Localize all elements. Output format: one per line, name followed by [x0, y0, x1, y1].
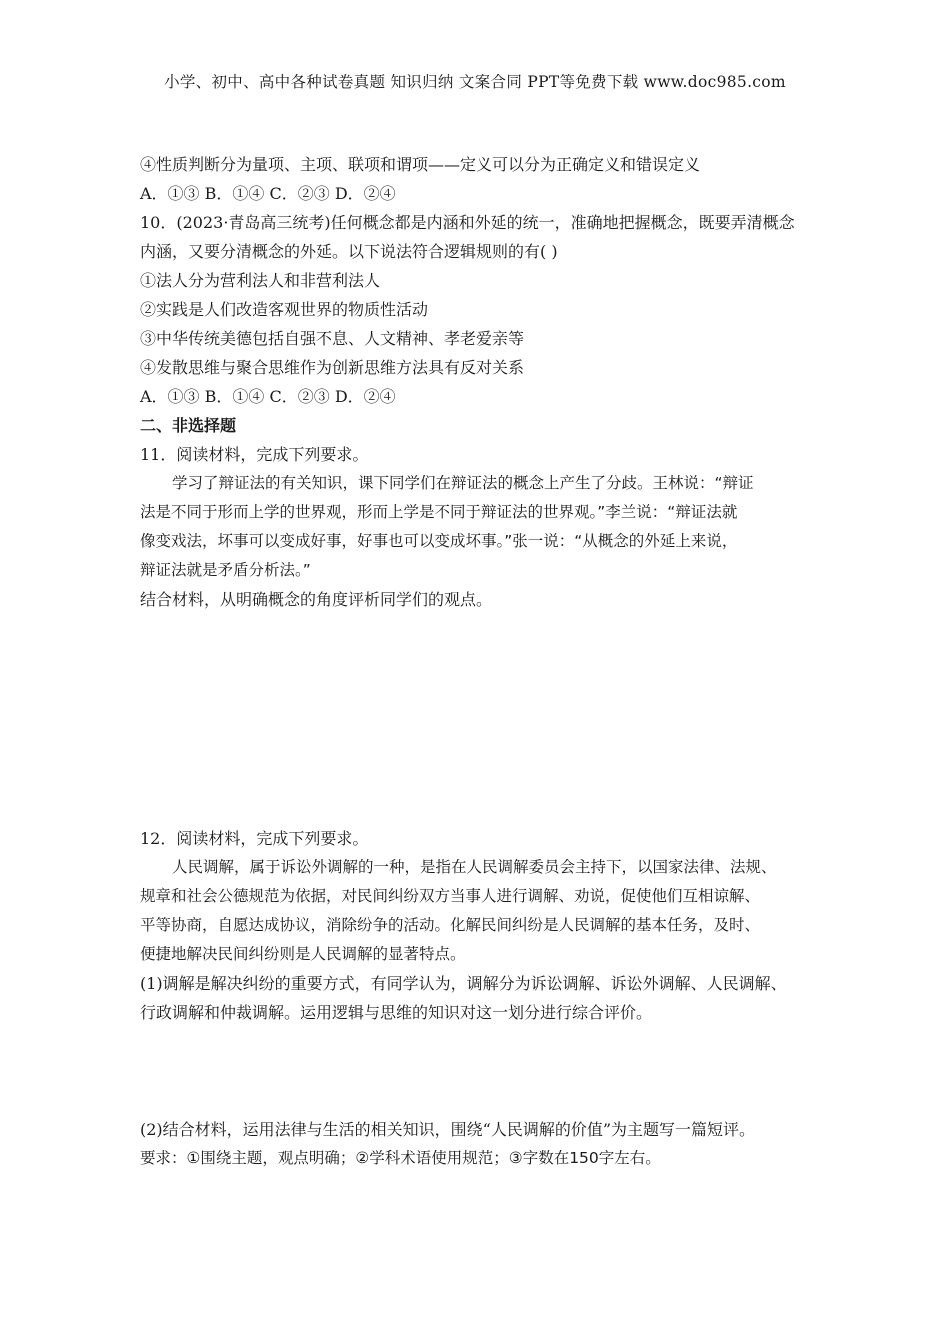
answer-space-q11 — [140, 614, 830, 824]
question-10 — [140, 208, 830, 411]
page-header — [0, 70, 950, 92]
q12-sub2-line-1: (2)结合材料，运用法律与生活的相关知识，围绕“人民调解的价值”为主题写一篇短评。 — [140, 1120, 756, 1139]
q9-answer-choices: A．①③ B．①④ C．②③ D．②④ — [140, 184, 396, 203]
question-12 — [140, 824, 830, 1173]
q11-material-line-2: 法是不同于形而上学的世界观，形而上学是不同于辩证法的世界观。”李兰说：“辩证法就 — [140, 503, 738, 521]
q9-option-4: ④性质判断分为量项、主项、联项和谓项——定义可以分为正确定义和错误定义 — [140, 155, 701, 174]
question-11 — [140, 440, 830, 614]
q12-material-line-3: 平等协商，自愿达成协议，消除纷争的活动。化解民间纠纷是人民调解的基本任务，及时、 — [140, 916, 761, 934]
q11-material-line-3: 像变戏法，坏事可以变成好事，好事也可以变成坏事。”张一说：“从概念的外延上来说， — [140, 532, 738, 550]
q12-stem: 12．阅读材料，完成下列要求。 — [140, 829, 369, 848]
q11-material-line-4: 辩证法就是矛盾分析法。” — [140, 561, 311, 579]
q11-material-line-1: 学习了辩证法的有关知识，课下同学们在辩证法的概念上产生了分歧。王林说：“辩证 — [172, 474, 754, 492]
q12-material-line-1: 人民调解，属于诉讼外调解的一种，是指在人民调解委员会主持下，以国家法律、法规、 — [172, 858, 777, 876]
header-text: 小学、初中、高中各种试卷真题 知识归纳 文案合同 PPT等免费下载 www.doc985.com — [164, 73, 786, 91]
q12-material-line-2: 规章和社会公德规范为依据，对民间纠纷双方当事人进行调解、劝说，促使他们互相谅解、 — [140, 887, 761, 905]
document-body — [140, 150, 830, 1173]
q12-sub2-requirements: 要求：①围绕主题，观点明确；②学科术语使用规范；③字数在150字左右。 — [140, 1149, 661, 1167]
answer-space-q12-1 — [140, 1027, 830, 1115]
q12-sub1-line-2: 行政调解和仲裁调解。运用逻辑与思维的知识对这一划分进行综合评价。 — [140, 1003, 653, 1022]
q10-stem-line-1: 10．(2023·青岛高三统考)任何概念都是内涵和外延的统一，准确地把握概念，既要弄清概念 — [140, 213, 795, 232]
q10-option-4: ④发散思维与聚合思维作为创新思维方法具有反对关系 — [140, 358, 525, 377]
question-9-tail — [140, 150, 830, 208]
q12-sub1-line-1: (1)调解是解决纠纷的重要方式，有同学认为，调解分为诉讼调解、诉讼外调解、人民调解、 — [140, 974, 787, 993]
q10-stem-line-2: 内涵，又要分清概念的外延。以下说法符合逻辑规则的有( ) — [140, 242, 558, 261]
q10-option-3: ③中华传统美德包括自强不息、人文精神、孝老爱亲等 — [140, 329, 525, 348]
q11-stem: 11．阅读材料，完成下列要求。 — [140, 445, 369, 464]
q10-answer-choices: A．①③ B．①④ C．②③ D．②④ — [140, 387, 396, 406]
q10-option-2: ②实践是人们改造客观世界的物质性活动 — [140, 300, 429, 319]
q10-option-1: ①法人分为营利法人和非营利法人 — [140, 271, 381, 290]
q12-material-line-4: 便捷地解决民间纠纷则是人民调解的显著特点。 — [140, 945, 466, 963]
section-title-non-choice: 二、非选择题 — [140, 416, 237, 435]
q11-question: 结合材料，从明确概念的角度评析同学们的观点。 — [140, 590, 493, 609]
